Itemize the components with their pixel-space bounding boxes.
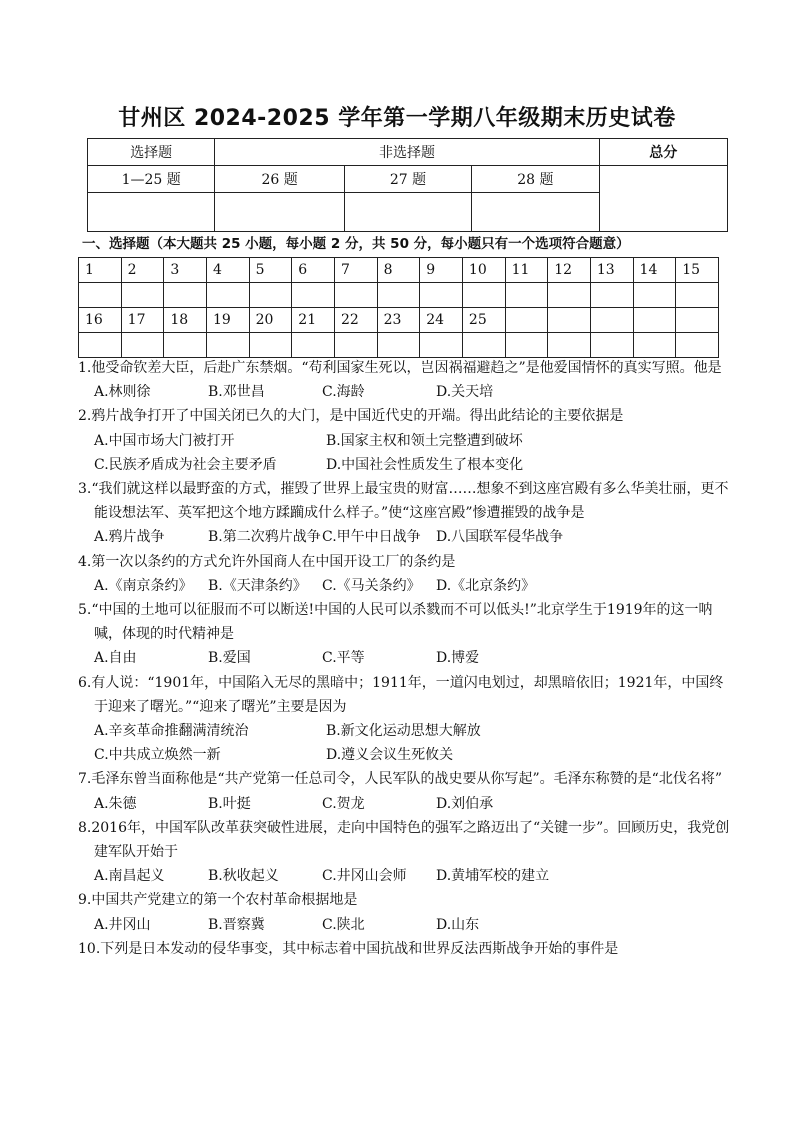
option-c[interactable]: C.井冈山会师 (322, 868, 407, 885)
option-d[interactable]: D.山东 (436, 916, 480, 933)
answer-number: 16 (79, 308, 122, 333)
answer-cell (548, 283, 591, 308)
option-d[interactable]: D.黄埔军校的建立 (436, 868, 550, 885)
answer-number: 25 (462, 308, 505, 333)
option-row (78, 429, 730, 453)
option-d[interactable]: D.博爱 (436, 650, 480, 667)
answer-cell (334, 333, 377, 358)
answer-cell (164, 333, 207, 358)
option-c[interactable]: C.贺龙 (322, 795, 365, 812)
answer-cell (334, 283, 377, 308)
option-row (78, 646, 730, 670)
option-b[interactable]: B.新文化运动思想大解放 (326, 723, 481, 740)
score-col-q28: 28 题 (472, 166, 599, 193)
question-stem: 7.毛泽东曾当面称他是“共产党第一任总司令，人民军队的战史要从你写起”。毛泽东称赞的是“北伐名将” (78, 771, 722, 788)
answer-cell (633, 333, 676, 358)
option-d[interactable]: D.遵义会议生死攸关 (326, 747, 454, 764)
answer-number: 21 (292, 308, 335, 333)
answer-number: 4 (206, 258, 249, 283)
score-table (87, 138, 728, 232)
question-stem: 1.他受命钦差大臣，后赴广东禁烟。“苟利国家生死以，岂因祸福避趋之”是他爱国情怀的真实写照。他是 (78, 360, 722, 376)
answer-cell (292, 333, 335, 358)
option-c[interactable]: C.中共成立焕然一新 (94, 747, 221, 764)
option-a[interactable]: A.井冈山 (94, 916, 151, 933)
option-row (78, 792, 730, 816)
answer-number: 24 (420, 308, 463, 333)
answer-cell (121, 333, 164, 358)
answer-number: 22 (334, 308, 377, 333)
option-a[interactable]: A.朱德 (94, 795, 137, 812)
answer-number (590, 308, 633, 333)
answer-number: 17 (121, 308, 164, 333)
answer-cell (676, 333, 719, 358)
answer-cell (79, 333, 122, 358)
option-d[interactable]: D.中国社会性质发生了根本变化 (326, 456, 524, 473)
score-cell-q27 (344, 193, 471, 232)
question-10 (78, 937, 730, 961)
question-stem: 9.中国共产党建立的第一个农村革命根据地是 (78, 892, 358, 909)
answer-cell (206, 333, 249, 358)
answer-number (633, 308, 676, 333)
answer-number (548, 308, 591, 333)
answer-blank-row (79, 333, 719, 358)
question-stem: 2.鸦片战争打开了中国关闭已久的大门，是中国近代史的开端。得出此结论的主要依据是 (78, 408, 624, 425)
answer-number (676, 308, 719, 333)
score-cell-q28 (472, 193, 599, 232)
option-c[interactable]: C.《马关条约》 (322, 577, 421, 594)
answer-number: 23 (377, 308, 420, 333)
score-col-range: 1—25 题 (88, 166, 215, 193)
option-a[interactable]: A.南昌起义 (94, 868, 165, 885)
answer-cell (249, 333, 292, 358)
answer-number: 20 (249, 308, 292, 333)
question-stem: 4.第一次以条约的方式允许外国商人在中国开设工厂的条约是 (78, 553, 456, 570)
answer-cell (633, 283, 676, 308)
option-row (78, 743, 730, 767)
answer-blank-row (79, 283, 719, 308)
option-a[interactable]: A.中国市场大门被打开 (94, 432, 235, 449)
answer-cell (377, 333, 420, 358)
option-row (78, 380, 730, 404)
answer-number: 7 (334, 258, 377, 283)
answer-cell (121, 283, 164, 308)
question-3 (78, 477, 730, 550)
answer-cell (249, 283, 292, 308)
answer-cell (292, 283, 335, 308)
answer-cell (164, 283, 207, 308)
question-9 (78, 888, 730, 936)
answer-number: 8 (377, 258, 420, 283)
section-heading: 一、选择题（本大题共 25 小题，每小题 2 分，共 50 分，每小题只有一个选项符合题意） (82, 236, 630, 252)
question-stem: 5.“中国的土地可以征服而不可以断送!中国的人民可以杀戮而不可以低头!”北京学生于1919年的这一呐喊，体现的时代精神是 (78, 602, 713, 643)
question-stem: 3.“我们就这样以最野蛮的方式，摧毁了世界上最宝贵的财富……想象不到这座宫殿有多么华美壮丽，更不能设想法军、英军把这个地方蹂躏成什么样子。”使“这座宫殿”惨遭摧毁的战争是 (78, 481, 729, 522)
answer-cell (377, 283, 420, 308)
answer-cell (420, 283, 463, 308)
option-row (78, 525, 730, 549)
option-b[interactable]: B.《天津条约》 (208, 577, 307, 594)
option-b[interactable]: B.邓世昌 (208, 384, 265, 401)
answer-cell (505, 283, 548, 308)
option-c[interactable]: C.陕北 (322, 916, 365, 933)
answer-number: 3 (164, 258, 207, 283)
exam-title: 甘州区 2024-2025 学年第一学期八年级期末历史试卷 (118, 106, 676, 131)
question-8 (78, 816, 730, 889)
answer-number: 10 (462, 258, 505, 283)
answer-number: 14 (633, 258, 676, 283)
answer-number: 15 (676, 258, 719, 283)
question-6 (78, 671, 730, 768)
question-list (78, 356, 730, 961)
answer-cell (79, 283, 122, 308)
answer-cell (676, 283, 719, 308)
option-b[interactable]: B.国家主权和领土完整遭到破坏 (326, 432, 523, 449)
option-d[interactable]: D.八国联军侵华战争 (436, 529, 564, 546)
answer-cell (420, 333, 463, 358)
option-a[interactable]: A.《南京条约》 (94, 577, 193, 594)
option-b[interactable]: B.第二次鸦片战争 (208, 529, 321, 546)
option-a[interactable]: A.林则徐 (94, 384, 151, 401)
option-c[interactable]: C.民族矛盾成为社会主要矛盾 (94, 456, 277, 473)
score-cell-q26 (215, 193, 344, 232)
question-4 (78, 550, 730, 598)
option-row (78, 453, 730, 477)
answer-number-row (79, 308, 719, 333)
question-stem: 10.下列是日本发动的侵华事变，其中标志着中国抗战和世界反法西斯战争开始的事件是 (78, 940, 619, 957)
score-cell-choice (88, 193, 215, 232)
score-header-choice: 选择题 (88, 139, 215, 166)
answer-grid (78, 257, 719, 358)
option-c[interactable]: C.海龄 (322, 384, 365, 401)
answer-number: 19 (206, 308, 249, 333)
option-row (78, 574, 730, 598)
option-b[interactable]: B.叶挺 (208, 795, 251, 812)
question-7 (78, 767, 730, 815)
option-d[interactable]: D.《北京条约》 (436, 577, 536, 594)
answer-number (505, 308, 548, 333)
answer-number: 1 (79, 258, 122, 283)
score-col-q27: 27 题 (344, 166, 471, 193)
answer-cell (462, 283, 505, 308)
answer-number: 6 (292, 258, 335, 283)
option-b[interactable]: B.爱国 (208, 650, 251, 667)
answer-number: 5 (249, 258, 292, 283)
question-1 (78, 356, 730, 404)
score-col-q26: 26 题 (215, 166, 344, 193)
option-row (78, 719, 730, 743)
option-a[interactable]: A.鸦片战争 (94, 529, 165, 546)
option-a[interactable]: A.辛亥革命推翻满清统治 (94, 723, 249, 740)
option-d[interactable]: D.刘伯承 (436, 795, 494, 812)
answer-cell (590, 283, 633, 308)
option-b[interactable]: B.秋收起义 (208, 868, 279, 885)
answer-cell (505, 333, 548, 358)
option-d[interactable]: D.关天培 (436, 384, 494, 401)
answer-number: 11 (505, 258, 548, 283)
question-stem: 8.2016年，中国军队改革获突破性进展，走向中国特色的强军之路迈出了“关键一步”。回顾历史，我党创建军队开始于 (78, 819, 730, 861)
option-row (78, 864, 730, 888)
score-header-non-choice: 非选择题 (215, 139, 599, 166)
question-stem: 6.有人说：“1901年，中国陷入无尽的黑暗中；1911年，一道闪电划过，却黑暗依旧；1921年，中国终于迎来了曙光。”“迎来了曙光”主要是因为 (78, 674, 724, 715)
answer-number-row (79, 258, 719, 283)
question-5 (78, 598, 730, 671)
answer-number: 9 (420, 258, 463, 283)
answer-cell (590, 333, 633, 358)
option-c[interactable]: C.甲午中日战争 (322, 529, 421, 546)
answer-cell (548, 333, 591, 358)
score-header-total: 总分 (599, 139, 727, 166)
score-total-cell (599, 166, 727, 232)
option-a[interactable]: A.自由 (94, 650, 137, 667)
answer-number: 12 (548, 258, 591, 283)
answer-number: 13 (590, 258, 633, 283)
question-2 (78, 404, 730, 477)
option-c[interactable]: C.平等 (322, 650, 365, 667)
option-row (78, 913, 730, 937)
option-b[interactable]: B.晋察冀 (208, 916, 265, 933)
answer-number: 18 (164, 308, 207, 333)
answer-cell (206, 283, 249, 308)
answer-number: 2 (121, 258, 164, 283)
answer-cell (462, 333, 505, 358)
